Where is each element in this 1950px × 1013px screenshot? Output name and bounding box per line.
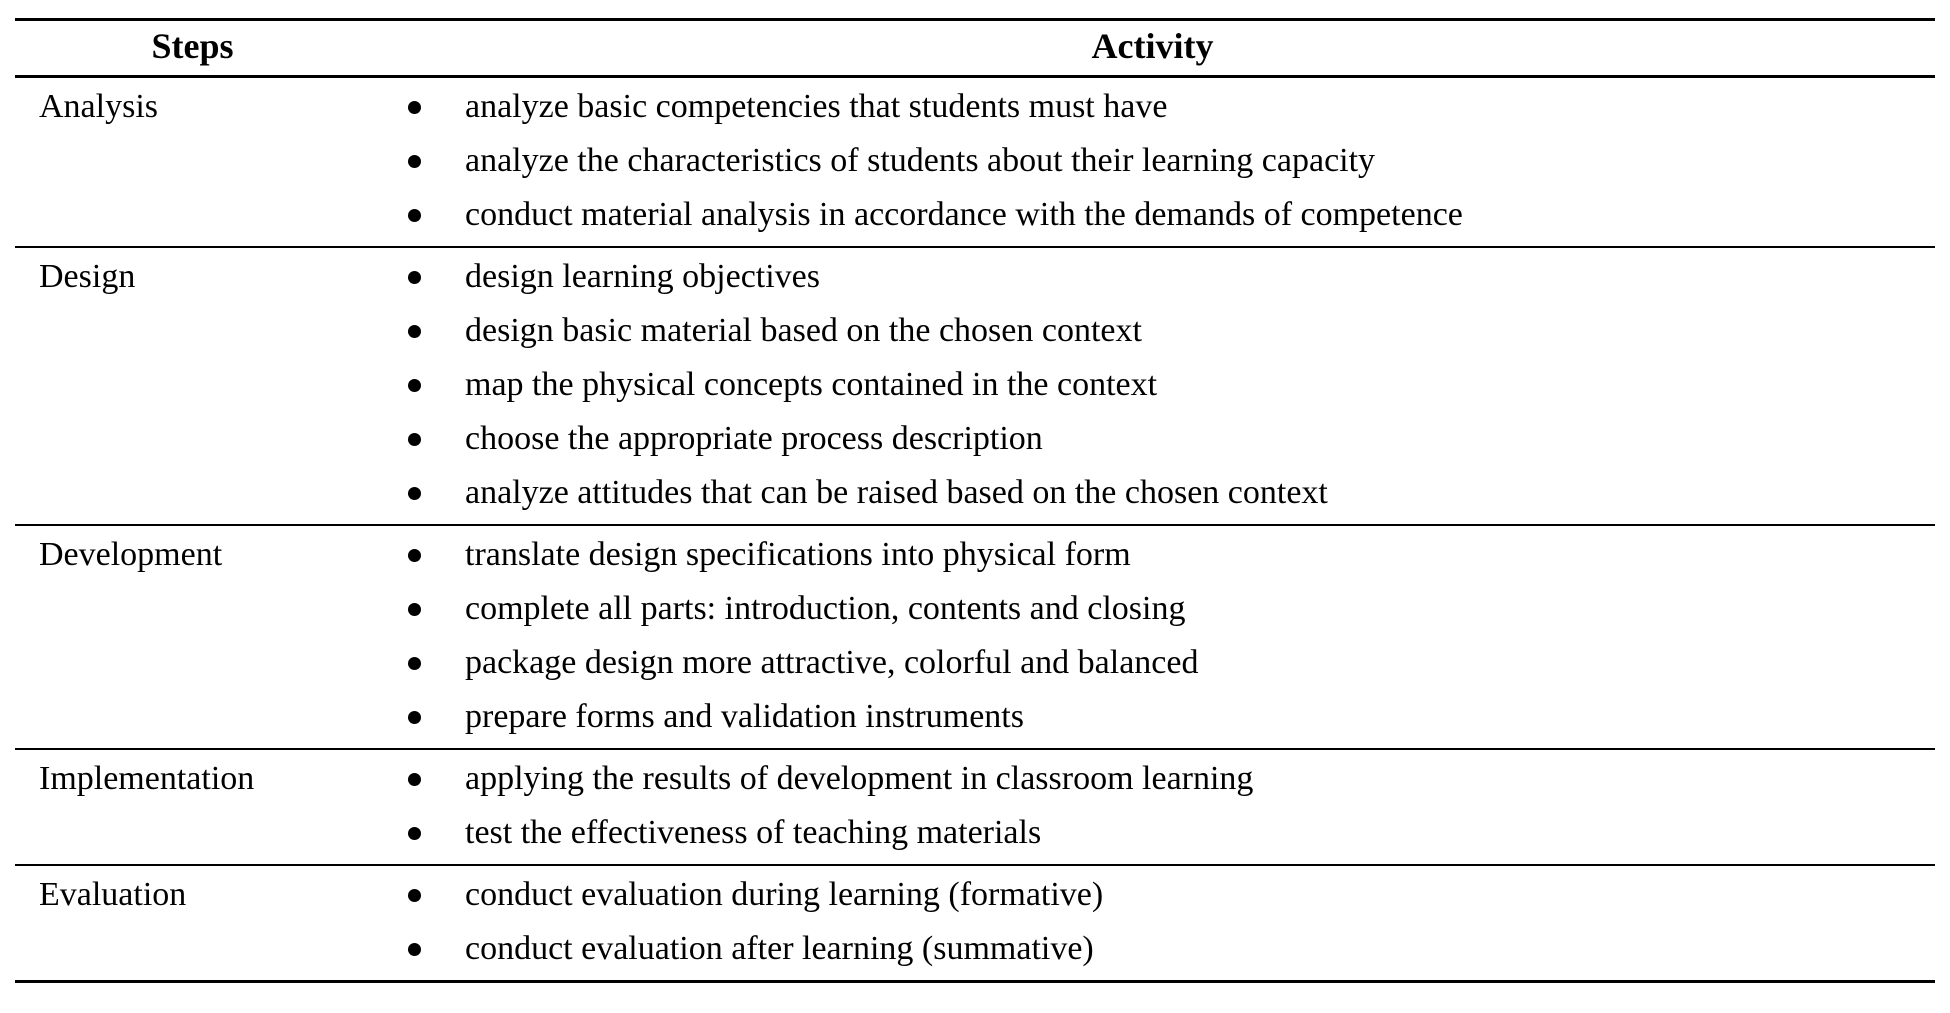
step-label: Analysis (39, 88, 158, 125)
bullet-icon (408, 209, 421, 222)
activity-item (370, 690, 1935, 744)
activity-item (370, 636, 1935, 690)
activity-column-header: Activity (370, 20, 1935, 77)
activity-text: analyze the characteristics of students about their learning capacity (465, 142, 1376, 179)
activity-item (370, 304, 1935, 358)
activity-text: prepare forms and validation instruments (465, 698, 1024, 735)
bullet-icon (408, 433, 421, 446)
activity-item (370, 922, 1935, 976)
bullet-icon (408, 603, 421, 616)
bullet-icon (408, 487, 421, 500)
activity-item (370, 752, 1935, 806)
activity-text: map the physical concepts contained in the context (465, 366, 1158, 403)
activity-text: applying the results of development in classroom learning (465, 760, 1254, 797)
bullet-icon (408, 379, 421, 392)
bullet-icon (408, 943, 421, 956)
activity-item (370, 412, 1935, 466)
activity-item (370, 868, 1935, 922)
activity-text: design learning objectives (465, 258, 821, 295)
activity-item (370, 134, 1935, 188)
bullet-icon (408, 657, 421, 670)
bullet-icon (408, 155, 421, 168)
activity-item (370, 582, 1935, 636)
activity-text: analyze basic competencies that students must have (465, 88, 1168, 125)
step-label: Development (39, 536, 223, 573)
table-row-analysis (15, 77, 1935, 248)
activity-text: conduct evaluation during learning (formative) (465, 876, 1104, 913)
table-row-evaluation (15, 865, 1935, 982)
bullet-icon (408, 773, 421, 786)
activity-item (370, 80, 1935, 134)
step-label: Evaluation (39, 876, 187, 913)
activity-text: conduct material analysis in accordance with the demands of competence (465, 196, 1463, 233)
activity-text: conduct evaluation after learning (summative) (465, 930, 1094, 967)
step-label: Design (39, 258, 136, 295)
activity-text: test the effectiveness of teaching materials (465, 814, 1042, 851)
activity-text: analyze attitudes that can be raised based on the chosen context (465, 474, 1328, 511)
activity-text: package design more attractive, colorful and balanced (465, 644, 1199, 681)
activity-text: choose the appropriate process description (465, 420, 1043, 457)
table-row-development (15, 525, 1935, 749)
bullet-icon (408, 889, 421, 902)
step-label: Implementation (39, 760, 255, 797)
table-row-implementation (15, 749, 1935, 865)
bullet-icon (408, 711, 421, 724)
activity-text: complete all parts: introduction, contents and closing (465, 590, 1186, 627)
bullet-icon (408, 549, 421, 562)
bullet-icon (408, 271, 421, 284)
activity-item (370, 358, 1935, 412)
bullet-icon (408, 101, 421, 114)
activity-text: translate design specifications into physical form (465, 536, 1131, 573)
activity-item (370, 188, 1935, 242)
bullet-icon (408, 325, 421, 338)
activity-item (370, 250, 1935, 304)
steps-column-header: Steps (15, 20, 370, 77)
activity-item (370, 528, 1935, 582)
activity-text: design basic material based on the chosen context (465, 312, 1142, 349)
bullet-icon (408, 827, 421, 840)
activity-item (370, 806, 1935, 860)
header-row (15, 20, 1935, 77)
table-row-design (15, 247, 1935, 525)
activity-item (370, 466, 1935, 520)
steps-activity-table (15, 18, 1935, 983)
